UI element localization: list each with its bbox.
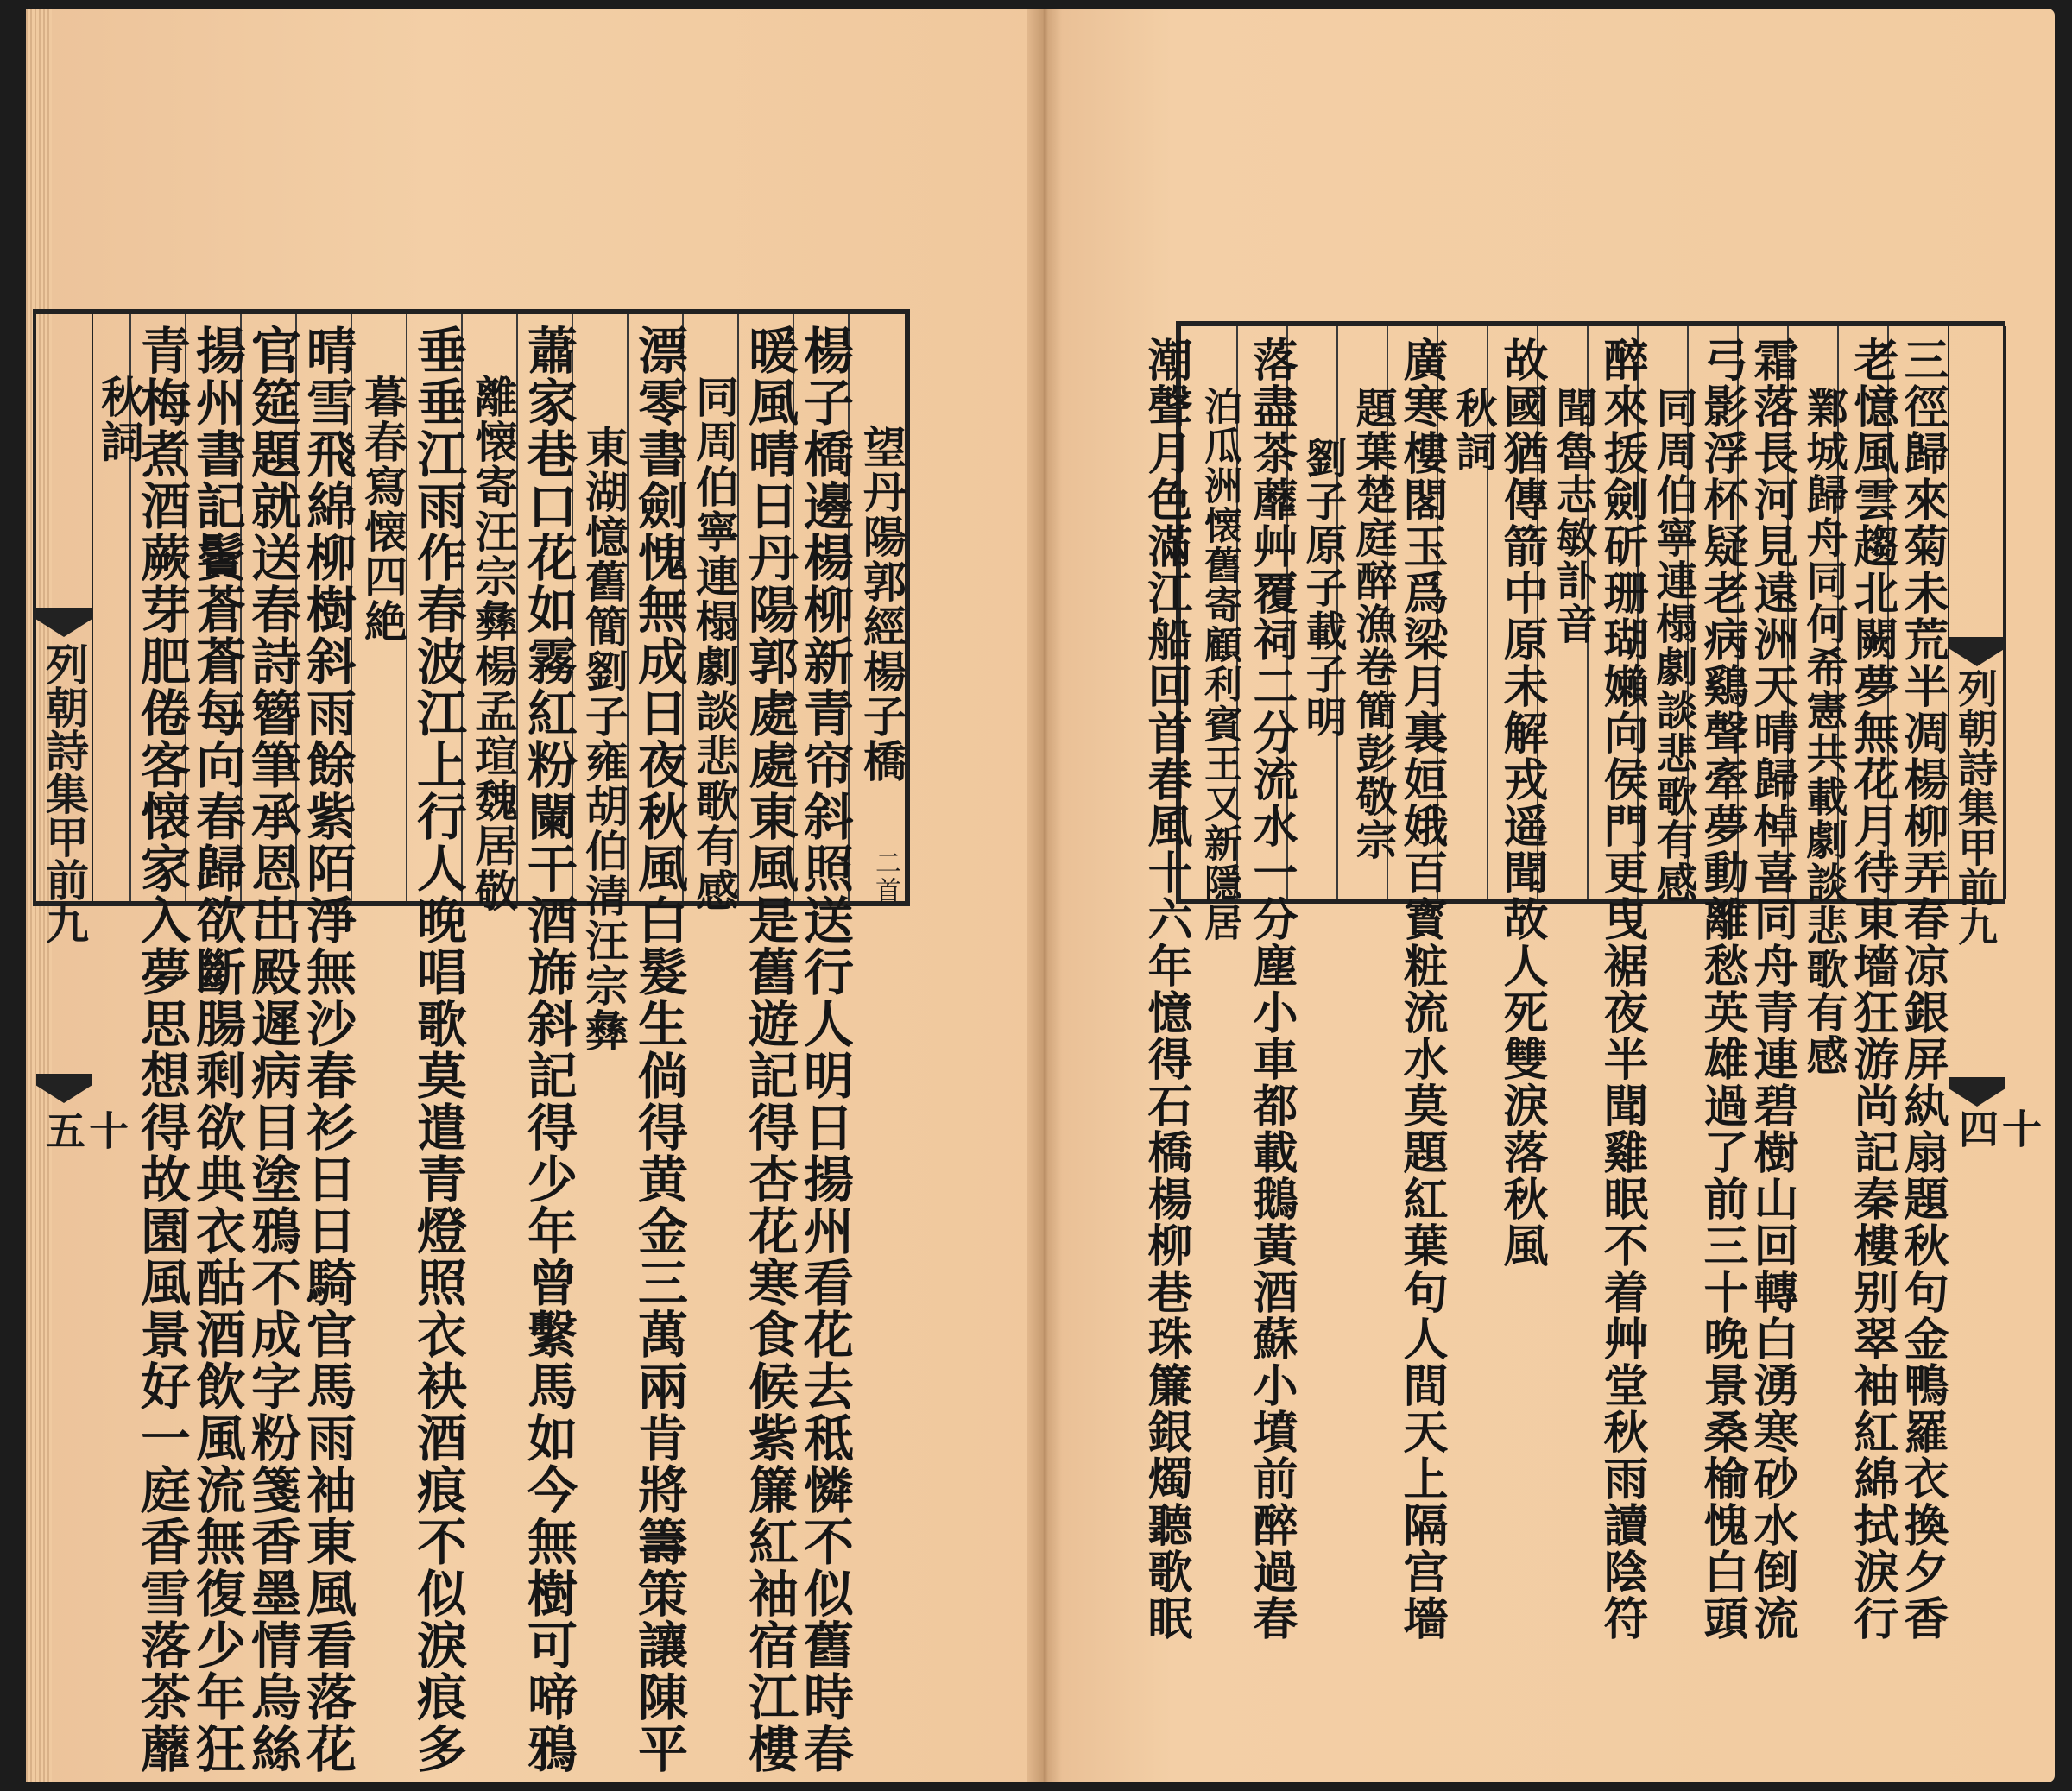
poem-line: 官筵題就送春詩簪筆承恩出殿遲病目塗鴉不成字粉箋香墨情烏絲 [243, 325, 301, 1775]
poem-title: 秋詞 [94, 375, 145, 464]
fish-tail-mark [1949, 637, 2005, 666]
poem-line: 漂零書劍愧無成日夜秋風白髮生倘得黄金三萬兩肯將籌策讓陳平 [629, 325, 688, 1775]
poem-title: 暮春寫懐四絶 [357, 375, 408, 644]
spine-title: 列朝詩集甲前九 [1952, 668, 1999, 946]
poem-line: 暖風晴日丹陽郭處處東風是舊遊記得杏花寒食候紫簾紅袖宿江樓 [740, 325, 799, 1775]
poem-subtitle-note: 二首 [870, 849, 900, 905]
book-gutter [1027, 9, 1062, 1782]
poem-title: 鄴城歸舟同何希憲共載劇談悲歌有感 [1799, 387, 1848, 1077]
show-through-text [941, 363, 981, 397]
right-text-frame [1140, 321, 2043, 1642]
poem-title: 聞魯志敏訃音 [1549, 387, 1597, 646]
poem-line: 老憶風雲趨北闕夢無花月待東墻狂游尚記秦樓别翠袖紅綿拭淚行 [1846, 337, 1898, 1642]
poem-line: 弓影浮杯疑老病鷄聲牽夢動離愁英雄過了前三十晚景桑榆愧白頭 [1696, 337, 1748, 1642]
poem-line: 青梅煮酒蕨芽肥倦客懐家入夢思想得故園風景好一庭香雪落茶蘼 [132, 325, 191, 1775]
poem-title: 同周伯寧連榻劇談悲歌有感 [689, 375, 740, 913]
poem-line: 晴雪飛綿柳樹斜雨餘紫陌淨無沙春衫日日騎官馬雨袖東風看落花 [298, 325, 357, 1775]
poem-title: 秋詞 [1449, 387, 1497, 473]
poem-title: 同周伯寧連榻劇談悲歌有感 [1649, 387, 1697, 905]
poem-title: 離懐寄汪宗彝楊孟瑄魏居敬 [468, 375, 519, 913]
poem-line: 廣寒樓閣玉爲梁月裏姮娥百寳粧流水莫題紅葉句人間天上隔宫墻 [1395, 337, 1448, 1642]
folio-number: 十四 [1953, 1108, 2043, 1148]
poem-line: 三徑歸來菊未荒半凋楊柳弄春凉銀屏紈扇題秋句金鴨羅衣換夕香 [1896, 337, 1949, 1642]
poem-title: 東湖憶舊簡劉子雍胡伯清汪宗彝 [578, 425, 629, 1053]
poem-title: 劉子原子載子明 [1298, 437, 1347, 739]
right-spine-block [1948, 326, 2043, 1148]
poem-title: 望丹陽郭經楊子橋 [856, 425, 907, 784]
left-text-frame [33, 309, 910, 1775]
poem-line: 醉來㧞劍斫珊瑚嬾向侯門更曳裾夜半聞雞眠不着艸堂秋雨讀陰符 [1595, 337, 1648, 1642]
fish-tail-mark [36, 608, 92, 637]
poem-line: 霜落長河見遠洲天晴歸棹喜同舟青連碧樹山回轉白湧寒砂水倒流 [1746, 337, 1798, 1642]
poem-line: 楊子橋邊楊柳新青帘斜照送行人明日揚州看花去秪憐不似舊時春 [795, 325, 854, 1775]
poem-title: 題葉楚庭醉漁卷簡彭敬宗 [1349, 387, 1397, 861]
poem-title: 泊瓜洲懐舊寄顧利賓王又新隱居 [1197, 387, 1241, 943]
poem-line: 落盡茶蘼艸覆祠二分流水一分塵小車都載鵝黃酒蘇小墳前醉過春 [1245, 337, 1298, 1642]
poem-line: 垂垂江雨作春波江上行人晚唱歌莫遣青燈照衣袂酒痕不似淚痕多 [408, 325, 467, 1775]
folio-number: 十五 [40, 1110, 130, 1150]
poem-line: 蕭家巷口花如霧紅粉闌干酒旆斜記得少年曾繫馬如今無樹可啼鴉 [519, 325, 578, 1775]
poem-line: 潮聲月色滿江船回首春風十六年憶得石橋楊柳巷珠簾銀燭聽歌眠 [1140, 337, 1192, 1642]
spine-title: 列朝詩集甲前九 [39, 642, 90, 944]
poem-line: 故國猶傳箭中原未解戎遥聞故人死雙淚落秋風 [1495, 337, 1548, 1269]
poem-line: 揚州書記鬢蒼蒼每向春歸欲斷腸剩欲典衣酤酒飲風流無復少年狂 [187, 325, 246, 1775]
